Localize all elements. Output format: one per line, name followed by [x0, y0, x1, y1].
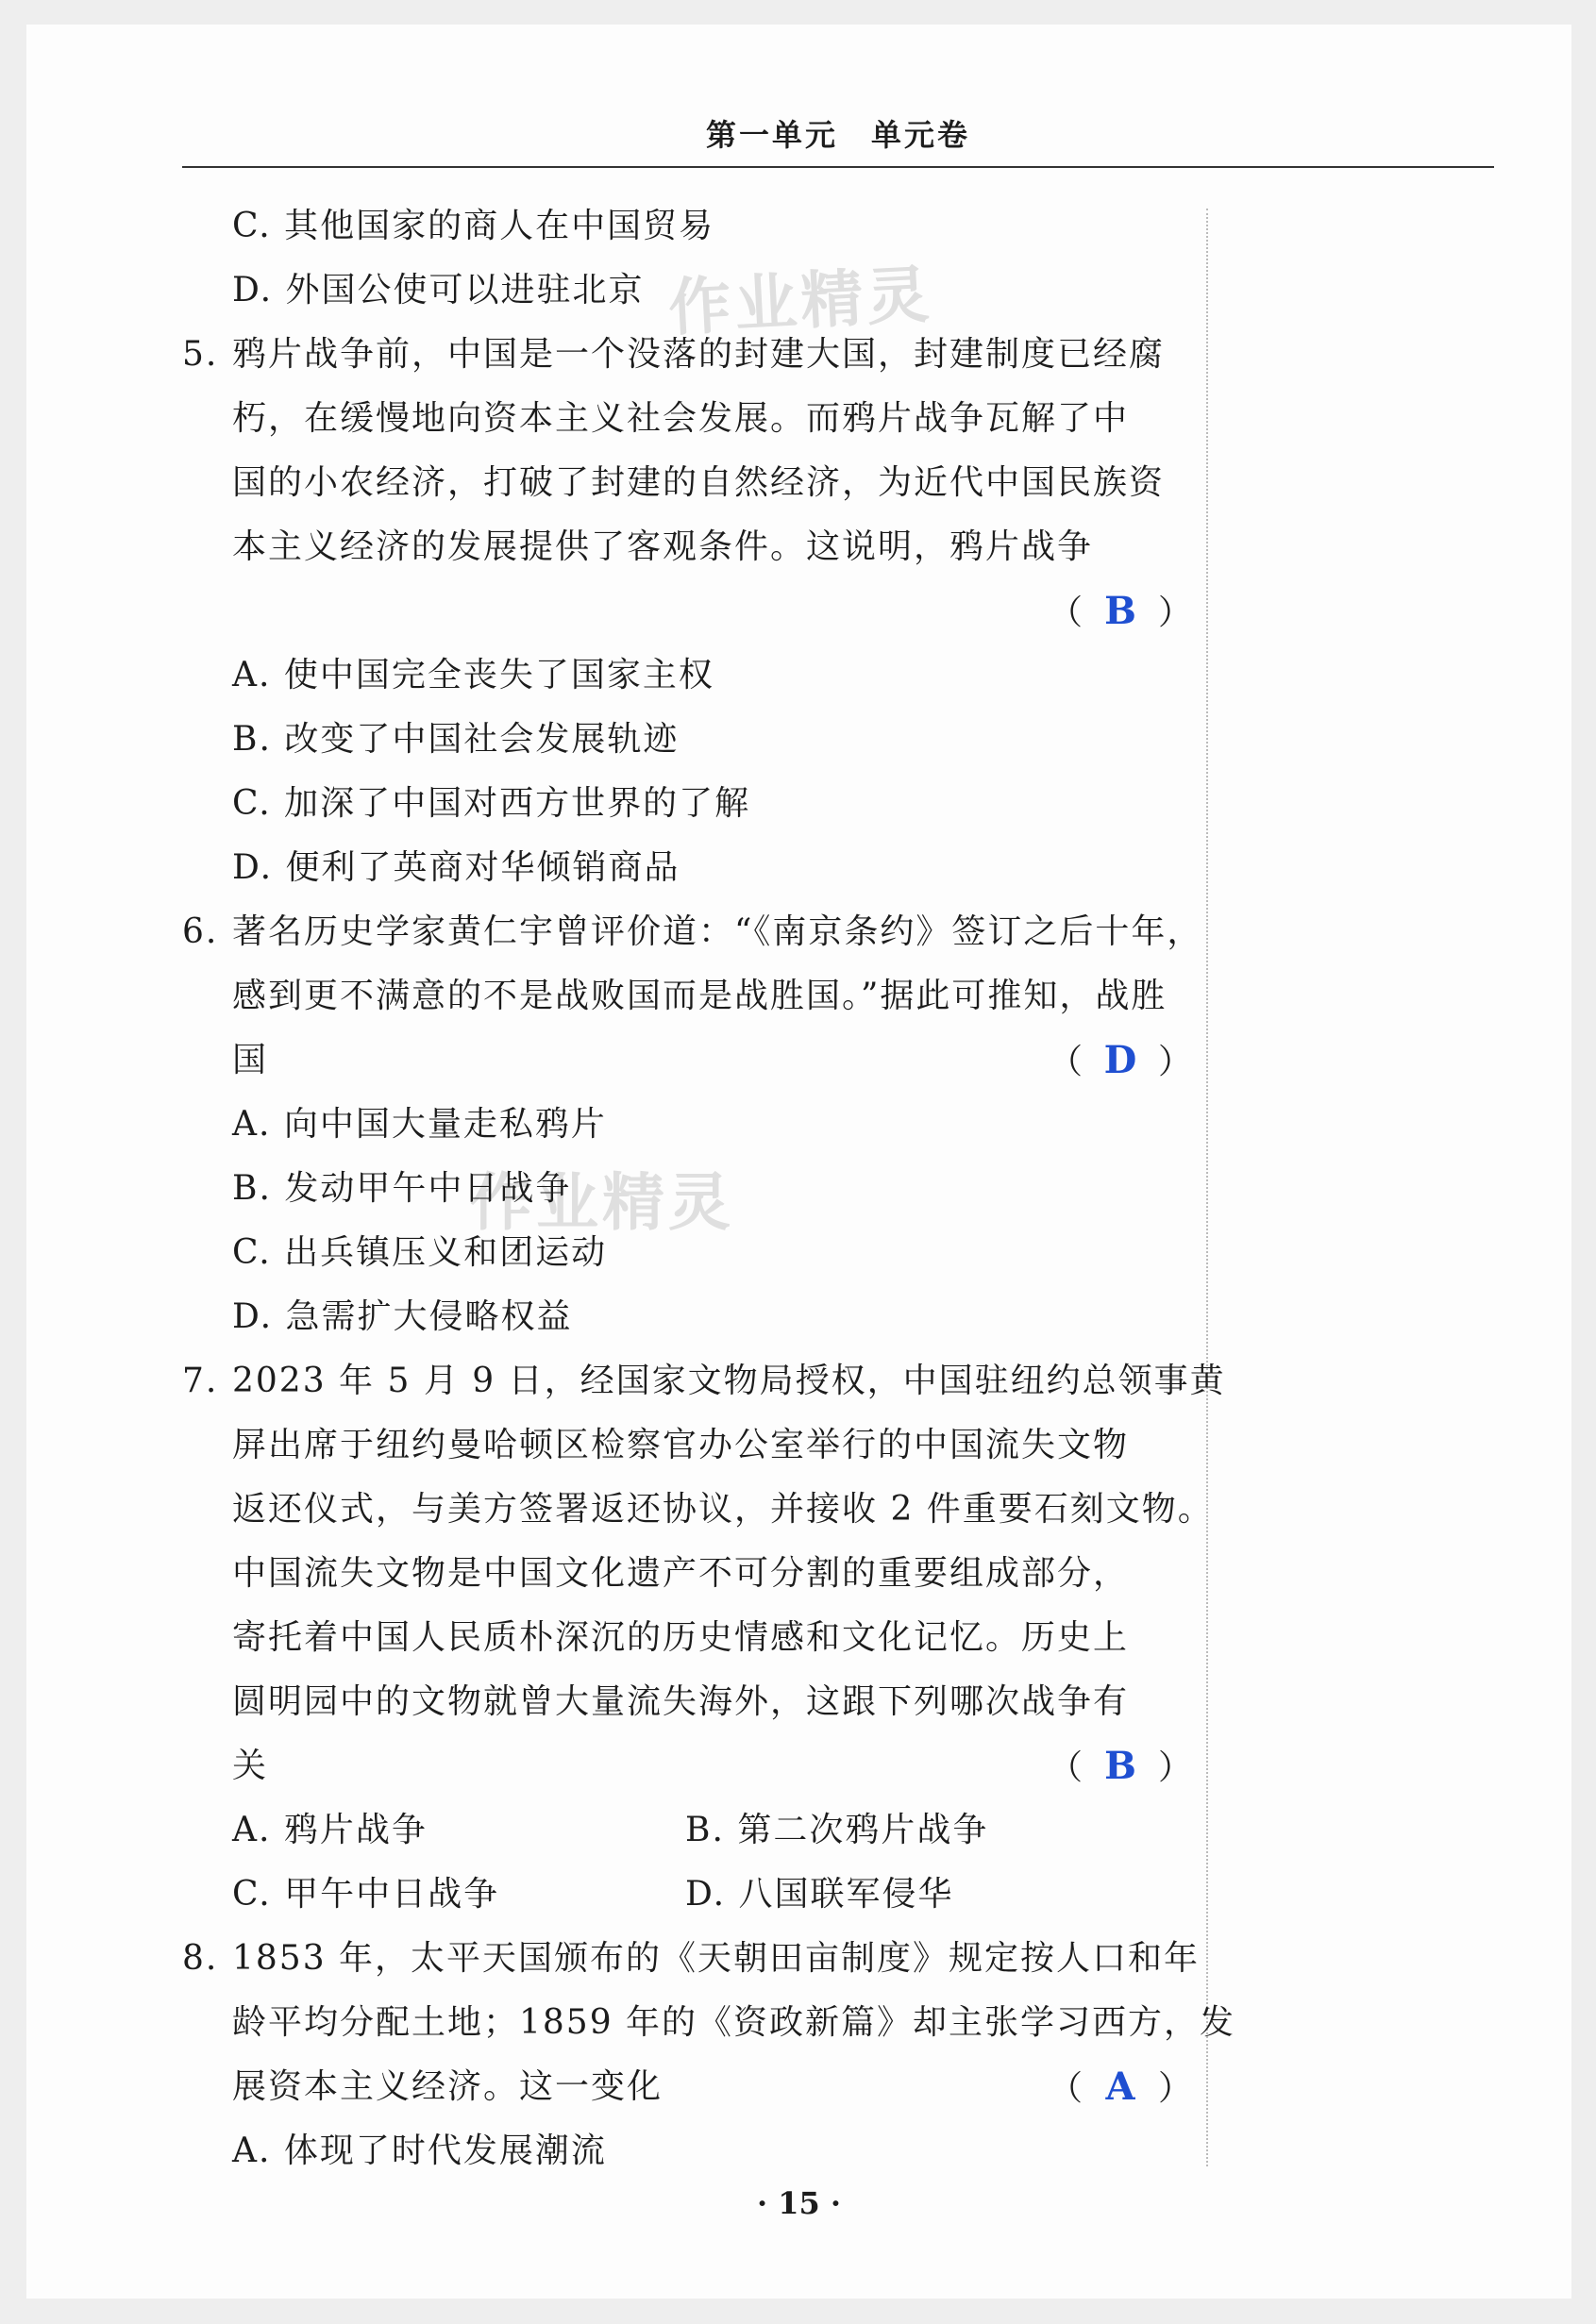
- question-text: 龄平均分配土地；1859 年的《资政新篇》却主张学习西方，发: [232, 2003, 1236, 2042]
- question-text: 鸦片战争前，中国是一个没落的封建大国，封建制度已经腐: [232, 335, 1166, 374]
- question-text: 圆明园中的文物就曾大量流失海外，这跟下列哪次战争有: [232, 1682, 1130, 1721]
- margin-divider: [1206, 209, 1208, 2166]
- question-text-last: 关 （ B ）: [182, 1734, 1192, 1798]
- question-6-line: [182, 900, 1203, 964]
- option-line: D. 外国公使可以进驻北京: [232, 271, 645, 309]
- option-a: A. 鸦片战争: [232, 1811, 428, 1849]
- page-number: · 15 ·: [756, 2185, 842, 2221]
- option-b: B. 第二次鸦片战争: [685, 1811, 989, 1849]
- question-text: 中国流失文物是中国文化遗产不可分割的重要组成部分，: [232, 1554, 1130, 1593]
- question-text: 感到更不满意的不是战败国而是战胜国。”据此可推知，战胜: [232, 977, 1168, 1015]
- watermark: 作业精灵: [470, 1166, 734, 1239]
- question-text: 国的小农经济，打破了封建的自然经济，为近代中国民族资: [232, 463, 1166, 502]
- question-list: [182, 194, 1236, 2183]
- page-header: [182, 109, 1494, 168]
- option-a: A. 使中国完全丧失了国家主权: [232, 656, 714, 694]
- option-b: B. 改变了中国社会发展轨迹: [232, 720, 680, 759]
- answer-mark: B: [1104, 589, 1136, 633]
- option-c: C. 加深了中国对西方世界的了解: [232, 784, 751, 823]
- answer-mark: B: [1104, 1744, 1136, 1788]
- question-number: 6.: [182, 912, 219, 951]
- option-d: D. 急需扩大侵略权益: [232, 1297, 573, 1336]
- answer-line: [182, 579, 1192, 644]
- option-line: C. 其他国家的商人在中国贸易: [232, 207, 715, 245]
- answer-blank: （ A ）: [1049, 2055, 1192, 2121]
- question-text: 著名历史学家黄仁宇曾评价道：“《南京条约》签订之后十年，: [232, 912, 1203, 951]
- question-7-line: [182, 1349, 1226, 1413]
- question-text: 2023 年 5 月 9 日，经国家文物局授权，中国驻纽约总领事黄: [232, 1362, 1226, 1400]
- answer-blank: （ B ）: [1049, 579, 1192, 645]
- option-d: D. 八国联军侵华: [685, 1875, 954, 1914]
- option-row: [182, 1863, 1192, 1927]
- question-text: 1853 年，太平天国颁布的《天朝田亩制度》规定按人口和年: [232, 1939, 1201, 1978]
- question-text-last: 国 （ D ）: [182, 1028, 1192, 1093]
- question-number: 7.: [182, 1362, 219, 1400]
- answer-mark: D: [1103, 1038, 1137, 1082]
- option-a: A. 体现了时代发展潮流: [232, 2132, 607, 2170]
- question-8-line: [182, 1927, 1201, 1991]
- unit-title: 第一单元 单元卷: [705, 117, 970, 153]
- option-d: D. 便利了英商对华倾销商品: [232, 848, 680, 887]
- question-text-last: 展资本主义经济。这一变化 （ A ）: [182, 2055, 1192, 2119]
- question-number: 5.: [182, 335, 219, 374]
- answer-blank: （ B ）: [1049, 1734, 1192, 1800]
- question-text: 返还仪式，与美方签署返还协议，并接收 2 件重要石刻文物。: [232, 1490, 1214, 1529]
- option-b: B. 发动甲午中日战争: [232, 1169, 572, 1208]
- question-text: 朽，在缓慢地向资本主义社会发展。而鸦片战争瓦解了中: [232, 399, 1130, 438]
- question-text: 屏出席于纽约曼哈顿区检察官办公室举行的中国流失文物: [232, 1426, 1130, 1464]
- page: [26, 25, 1571, 2299]
- option-c: C. 出兵镇压义和团运动: [232, 1233, 608, 1272]
- option-a: A. 向中国大量走私鸦片: [232, 1105, 607, 1144]
- watermark: 作业精灵: [666, 258, 935, 345]
- question-number: 8.: [182, 1939, 219, 1978]
- answer-blank: （ D ）: [1049, 1028, 1192, 1095]
- option-row: [182, 1798, 1192, 1863]
- question-text: 寄托着中国人民质朴深沉的历史情感和文化记忆。历史上: [232, 1618, 1130, 1657]
- option-c: C. 甲午中日战争: [232, 1875, 500, 1914]
- question-5-line: [182, 323, 1192, 387]
- question-text: 本主义经济的发展提供了客观条件。这说明，鸦片战争: [232, 527, 1094, 566]
- answer-mark: A: [1105, 2065, 1135, 2109]
